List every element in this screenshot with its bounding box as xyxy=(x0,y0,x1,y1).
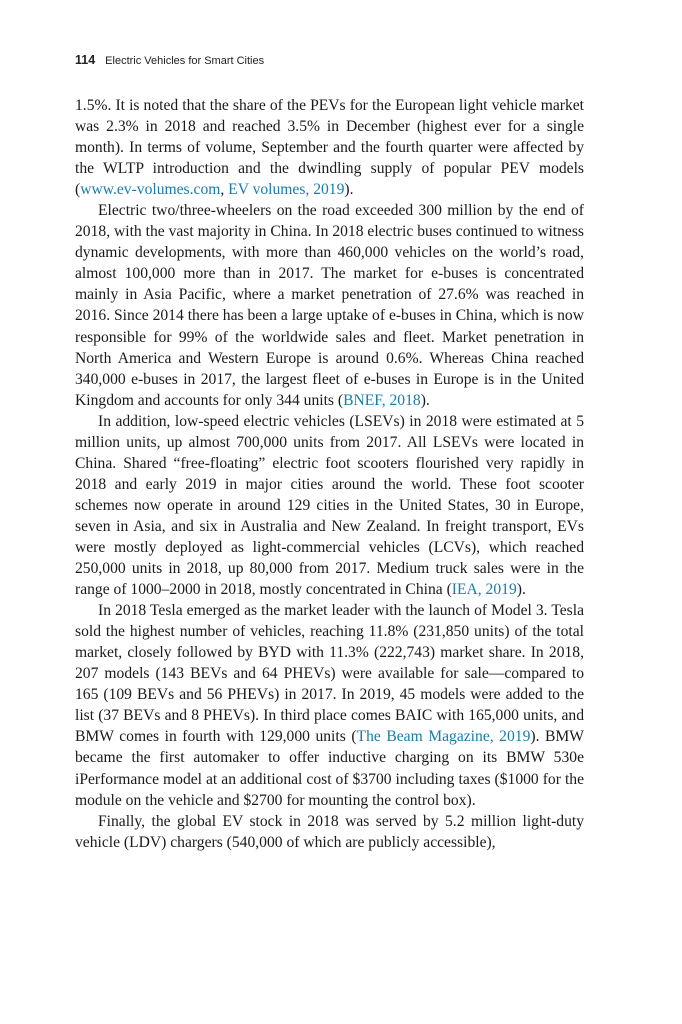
running-header xyxy=(75,51,264,69)
citation-link-ev-volumes-url[interactable]: www.ev-volumes.com xyxy=(80,181,221,199)
running-title: Electric Vehicles for Smart Cities xyxy=(105,55,265,67)
text-segment: ). xyxy=(420,391,430,409)
text-segment: 1.5%. It is noted that the share of the PEVs for the European light vehicle market was 2.3% in 2018 and reached 3.5% in December (highest ever for a single month). In terms of volume, September and the fourth quarter were affected by the WLTP introduction and the dwindling supply of popular PEV models ( xyxy=(75,97,584,199)
text-segment: ). BMW became the first automaker to offer inductive charging on its BMW 530e iPerformance model at an additional cost of $3700 including taxes ($1000 for the module on the vehicle and $2700 for mounting the control box). xyxy=(75,728,584,809)
text-segment: In 2018 Tesla emerged as the market leader with the launch of Model 3. Tesla sold the highest number of vehicles, reaching 11.8% (231,850 units) of the total market, closely followed by BYD with 11.3% (222,743) market share. In 2018, 207 models (143 BEVs and 64 PHEVs) were available for sale—compared to 165 (109 BEVs and 56 PHEVs) in 2017. In 2019, 45 models were added to the list (37 BEVs and 8 PHEVs). In third place comes BAIC with 165,000 units, and BMW comes in fourth with 129,000 units ( xyxy=(75,602,584,746)
paragraph-5 xyxy=(75,811,584,853)
text-segment: , xyxy=(220,181,229,199)
paragraph-1 xyxy=(75,95,584,200)
paragraph-4 xyxy=(75,600,584,810)
page-number: 114 xyxy=(75,53,96,67)
citation-link-beam-magazine-2019[interactable]: The Beam Magazine, 2019 xyxy=(356,728,531,746)
citation-link-bnef-2018[interactable]: BNEF, 2018 xyxy=(343,391,421,409)
text-segment: Finally, the global EV stock in 2018 was served by 5.2 million light-duty vehicle (LDV) chargers (540,000 of which are publicly accessible), xyxy=(75,812,584,851)
text-segment: In addition, low-speed electric vehicles (LSEVs) in 2018 were estimated at 5 million units, up almost 700,000 units from 2017. All LSEVs were located in China. Shared “free-floating” electric foot scooters flourished very rapidly in 2018 and early 2019 in major cities around the world. These foot scooter schemes now operate in around 129 cities in the United States, 30 in Europe, seven in Asia, and six in Australia and New Zealand. In freight transport, EVs were mostly deployed as light-commercial vehicles (LCVs), which reached 250,000 units in 2018, up 80,000 from 2017. Medium truck sales were in the range of 1000–2000 in 2018, mostly concentrated in China ( xyxy=(75,412,584,599)
paragraph-3 xyxy=(75,411,584,600)
citation-link-iea-2019[interactable]: IEA, 2019 xyxy=(451,581,517,599)
paragraph-2 xyxy=(75,200,584,410)
text-segment: Electric two/three-wheelers on the road exceeded 300 million by the end of 2018, with the vast majority in China. In 2018 electric buses continued to witness dynamic developments, with more than 460,000 vehicles on the world’s road, almost 100,000 more than in 2017. The market for e-buses is concentrated mainly in Asia Pacific, where a market penetration of 27.6% was reached in 2016. Since 2014 there has been a large uptake of e-buses in China, which is now responsible for 99% of the worldwide sales and fleet. Market penetration in North America and Western Europe is around 0.6%. Whereas China reached 340,000 e-buses in 2017, the largest fleet of e-buses in Europe is in the United Kingdom and accounts for only 344 units ( xyxy=(75,202,584,409)
body-text xyxy=(75,95,584,853)
citation-link-ev-volumes-2019[interactable]: EV volumes, 2019 xyxy=(228,181,345,199)
text-segment: ). xyxy=(344,181,354,199)
text-segment: ). xyxy=(516,581,526,599)
